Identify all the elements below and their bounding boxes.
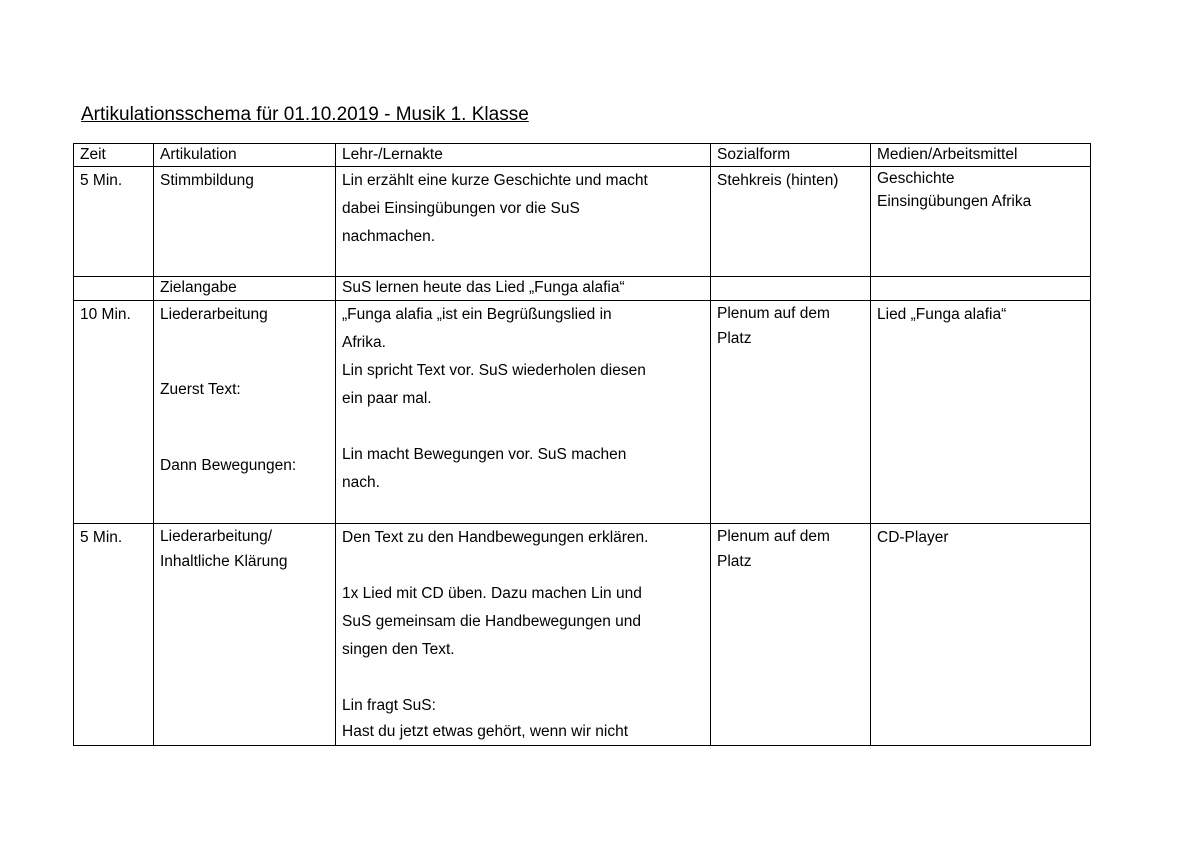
cell-artikulation	[154, 301, 336, 524]
cell-lehr-lernakte	[336, 277, 711, 301]
cell-text: Einsingübungen Afrika	[877, 193, 1032, 210]
cell-text: 5 Min.	[80, 172, 123, 189]
cell-text: Stimmbildung	[160, 172, 254, 189]
articulation-table	[73, 143, 1091, 746]
cell-text: Inhaltliche Klärung	[160, 553, 288, 570]
cell-medien	[871, 167, 1091, 277]
cell-sozialform	[711, 524, 871, 746]
cell-text: Zielangabe	[160, 279, 237, 296]
cell-text: Lin erzählt eine kurze Geschichte und macht	[342, 172, 648, 189]
cell-text: Plenum auf dem	[717, 528, 830, 545]
table-row	[74, 301, 1091, 524]
cell-text: Lin spricht Text vor. SuS wiederholen diesen	[342, 362, 646, 379]
table-header-row	[74, 144, 1091, 167]
cell-sozialform	[711, 167, 871, 277]
cell-zeit	[74, 301, 154, 524]
cell-artikulation	[154, 167, 336, 277]
cell-text: 10 Min.	[80, 306, 131, 323]
header-medien: Medien/Arbeitsmittel	[871, 144, 1091, 167]
cell-text: SuS lernen heute das Lied „Funga alafia“	[342, 279, 625, 296]
cell-medien	[871, 301, 1091, 524]
cell-text: Platz	[717, 330, 752, 347]
cell-medien	[871, 277, 1091, 301]
cell-text: Lin macht Bewegungen vor. SuS machen	[342, 446, 627, 463]
header-lehr-lernakte: Lehr-/Lernakte	[336, 144, 711, 167]
cell-artikulation	[154, 277, 336, 301]
cell-text: 5 Min.	[80, 529, 123, 546]
cell-sozialform	[711, 277, 871, 301]
cell-text: Afrika.	[342, 334, 386, 351]
cell-text: SuS gemeinsam die Handbewegungen und	[342, 613, 642, 630]
cell-zeit	[74, 524, 154, 746]
page-title: Artikulationsschema für 01.10.2019 - Musik 1. Klasse	[81, 104, 529, 125]
cell-text: Den Text zu den Handbewegungen erklären.	[342, 529, 649, 546]
cell-text: dabei Einsingübungen vor die SuS	[342, 200, 580, 217]
cell-artikulation	[154, 524, 336, 746]
cell-text: Lied „Funga alafia“	[877, 306, 1007, 323]
header-sozialform: Sozialform	[711, 144, 871, 167]
cell-text: nach.	[342, 474, 380, 491]
header-zeit: Zeit	[74, 144, 154, 167]
cell-text: Geschichte	[877, 170, 955, 187]
cell-lehr-lernakte	[336, 524, 711, 746]
cell-text: ein paar mal.	[342, 390, 432, 407]
cell-text: Hast du jetzt etwas gehört, wenn wir nicht	[342, 723, 629, 740]
blank-line	[342, 413, 704, 441]
cell-lehr-lernakte	[336, 301, 711, 524]
cell-text: 1x Lied mit CD üben. Dazu machen Lin und	[342, 585, 642, 602]
cell-text: Liederarbeitung/	[160, 528, 273, 545]
table-row	[74, 167, 1091, 277]
cell-text: CD-Player	[877, 529, 949, 546]
header-artikulation: Artikulation	[154, 144, 336, 167]
cell-text: Platz	[717, 553, 752, 570]
cell-text: Stehkreis (hinten)	[717, 172, 839, 189]
table-row	[74, 524, 1091, 746]
cell-text: singen den Text.	[342, 641, 455, 658]
cell-sozialform	[711, 301, 871, 524]
cell-text: „Funga alafia „ist ein Begrüßungslied in	[342, 306, 612, 323]
cell-text: Zuerst Text:	[160, 381, 241, 398]
table-row	[74, 277, 1091, 301]
cell-text: Liederarbeitung	[160, 306, 268, 323]
blank-line	[342, 552, 704, 580]
cell-text: nachmachen.	[342, 228, 436, 245]
cell-zeit	[74, 277, 154, 301]
blank-line	[342, 664, 704, 692]
cell-text: Lin fragt SuS:	[342, 697, 436, 714]
cell-text: Plenum auf dem	[717, 305, 830, 322]
cell-lehr-lernakte	[336, 167, 711, 277]
cell-text: Dann Bewegungen:	[160, 457, 297, 474]
cell-medien	[871, 524, 1091, 746]
cell-zeit	[74, 167, 154, 277]
